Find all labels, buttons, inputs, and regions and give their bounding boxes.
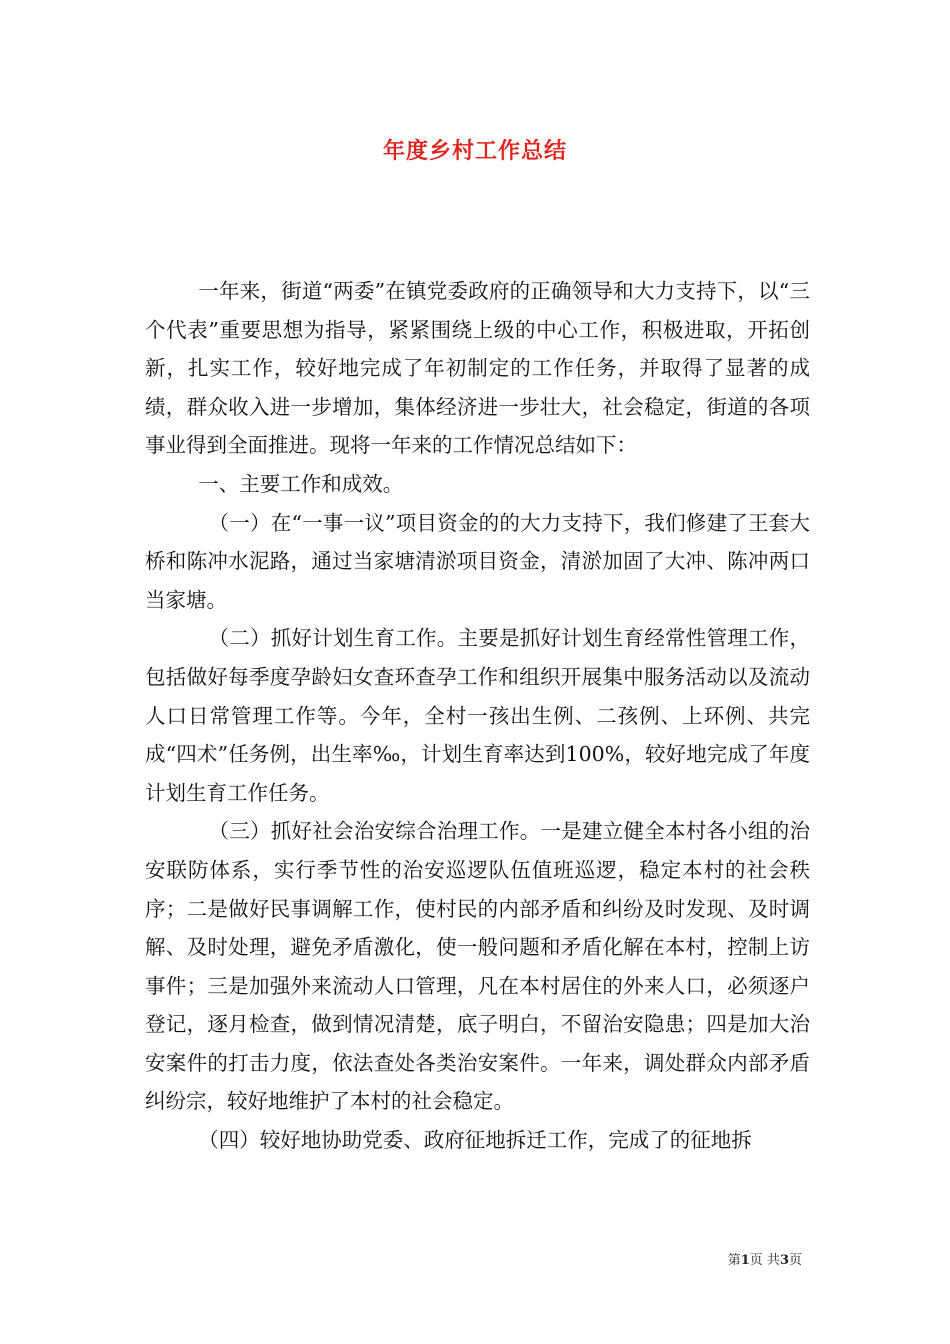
document-title: 年度乡村工作总结	[382, 139, 567, 164]
page-footer	[728, 1249, 802, 1268]
footer-page-number: 1	[740, 1253, 750, 1268]
footer-total-pages: 3	[779, 1253, 789, 1268]
paragraph-intro: 一年来，街道“两委”在镇党委政府的正确领导和大力支持下，以“三个代表”重要思想为指导，紧紧围绕上级的中心工作，积极进取，开拓创新，扎实工作，较好地完成了年初制定的工作任务，并取得了显著的成绩，群众收入进一步增加，集体经济进一步壮大，社会稳定，街道的各项事业得到全面推进。现将一年来的工作情况总结如下：	[145, 279, 810, 458]
paragraph-item-4: （四）较好地协助党委、政府征地拆迁工作，完成了的征地拆	[198, 1128, 752, 1153]
section-heading-1: 一、主要工作和成效。	[198, 471, 404, 496]
paragraph-item-1: （一）在“一事一议”项目资金的的大力支持下，我们修建了王套大桥和陈冲水泥路，通过当家塘清淤项目资金，清淤加固了大冲、陈冲两口当家塘。	[145, 510, 810, 612]
paragraph-item-3: （三）抓好社会治安综合治理工作。一是建立健全本村各小组的治安联防体系，实行季节性的治安巡逻队伍值班巡逻，稳定本村的社会秩序；二是做好民事调解工作，使村民的内部矛盾和纠纷及时发现、及时调解、及时处理，避免矛盾激化，使一般问题和矛盾化解在本村，控制上访事件；三是加强外来流动人口管理，凡在本村居住的外来人口，必须逐户登记，逐月检查，做到情况清楚，底子明白，不留治安隐患；四是加大治安案件的打击力度，依法查处各类治安案件。一年来，调处群众内部矛盾纠纷宗，较好地维护了本村的社会稳定。	[145, 819, 810, 1114]
document-body	[145, 272, 810, 1160]
footer-suffix: 页	[788, 1253, 802, 1268]
footer-middle: 页 共	[749, 1253, 780, 1268]
footer-prefix: 第	[727, 1253, 741, 1268]
paragraph-item-2: （二）抓好计划生育工作。主要是抓好计划生育经常性管理工作，包括做好每季度孕龄妇女查环查孕工作和组织开展集中服务活动以及流动人口日常管理工作等。今年，全村一孩出生例、二孩例、上环例、共完成“四术”任务例，出生率‰，计划生育率达到100%，较好地完成了年度计划生育工作任务。	[145, 626, 810, 805]
